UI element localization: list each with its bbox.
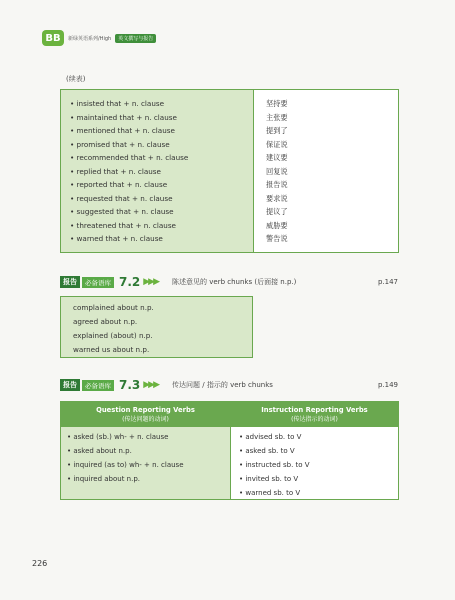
table-row-translation: 主张要: [266, 112, 288, 122]
table-row-translation: 建议要: [266, 153, 288, 162]
list-item: • warned sb. to V: [239, 489, 301, 497]
page-number: 226: [32, 559, 48, 568]
logo: BB: [42, 30, 64, 46]
table-row: • recommended that + n. clause: [70, 153, 189, 162]
table-row: • suggested that + n. clause: [70, 207, 174, 216]
verb-table-continued: [60, 89, 399, 253]
section-number: 7.3: [119, 378, 141, 392]
table-row: • promised that + n. clause: [70, 139, 170, 149]
table-row: • insisted that + n. clause: [70, 99, 165, 108]
column-header: Question Reporting Verbs (传达问题的动词): [61, 402, 230, 427]
page-reference: p.149: [377, 381, 398, 389]
section-label-2: 必备语库: [82, 380, 114, 391]
list-item: • asked (sb.) wh- + n. clause: [67, 433, 169, 441]
list-item: • inquired (as to) wh- + n. clause: [67, 461, 184, 469]
table-row-translation: 威胁要: [266, 220, 288, 230]
list-item: • advised sb. to V: [239, 433, 302, 441]
list-item: • instructed sb. to V: [239, 461, 310, 469]
header: [42, 30, 156, 46]
header-tag: 英文撰写与报告: [115, 34, 156, 43]
section-label: 报告: [60, 379, 80, 391]
table-row: • threatened that + n. clause: [70, 220, 176, 230]
section-label-2: 必备语库: [82, 277, 114, 288]
table-row-translation: 提议了: [266, 207, 288, 216]
list-item: • inquired about n.p.: [67, 475, 141, 483]
table-row: • maintained that + n. clause: [70, 112, 177, 122]
list-item: • asked about n.p.: [67, 447, 132, 455]
section-7-3-header: [60, 379, 398, 391]
reporting-verbs-table: [60, 401, 399, 500]
arrow-icon: ▶▶▶: [143, 277, 159, 287]
table-row-translation: 坚持要: [266, 99, 288, 108]
list-item: warned us about n.p.: [73, 345, 150, 354]
table-row: • mentioned that + n. clause: [70, 126, 175, 135]
column-header: Instruction Reporting Verbs (传达指示的动词): [231, 402, 398, 427]
brand: 新绿英语系列/High: [68, 35, 112, 42]
table-row: • warned that + n. clause: [70, 234, 163, 243]
continued-label: (续表): [66, 75, 86, 83]
section-label: 报告: [60, 276, 80, 288]
page-reference: p.147: [377, 278, 398, 286]
list-item: explained (about) n.p.: [73, 331, 153, 340]
list-item: • asked sb. to V: [239, 447, 295, 455]
table-row-translation: 提到了: [266, 126, 288, 135]
section-number: 7.2: [119, 275, 141, 289]
table-row: • replied that + n. clause: [70, 166, 161, 176]
table-row-translation: 保证说: [266, 139, 288, 149]
instruction-column: [231, 402, 398, 499]
list-item: agreed about n.p.: [73, 317, 138, 326]
table-row: • reported that + n. clause: [70, 180, 168, 189]
list-item: • invited sb. to V: [239, 475, 299, 483]
question-column: [61, 402, 231, 499]
section-7-2-header: [60, 276, 398, 288]
arrow-icon: ▶▶▶: [143, 380, 159, 390]
english-column: [61, 90, 254, 252]
verb-chunk-box: [60, 296, 253, 358]
table-row-translation: 要求说: [266, 193, 288, 203]
table-row: • requested that + n. clause: [70, 193, 173, 203]
chinese-column: [254, 90, 398, 252]
list-item: complained about n.p.: [73, 303, 154, 312]
table-row-translation: 报告说: [266, 180, 288, 189]
section-title: 传达问题 / 指示的 verb chunks: [172, 381, 273, 389]
table-row-translation: 警告说: [266, 234, 288, 243]
section-title: 陈述意见的 verb chunks (后面接 n.p.): [172, 278, 297, 286]
table-row-translation: 回复说: [266, 166, 288, 176]
